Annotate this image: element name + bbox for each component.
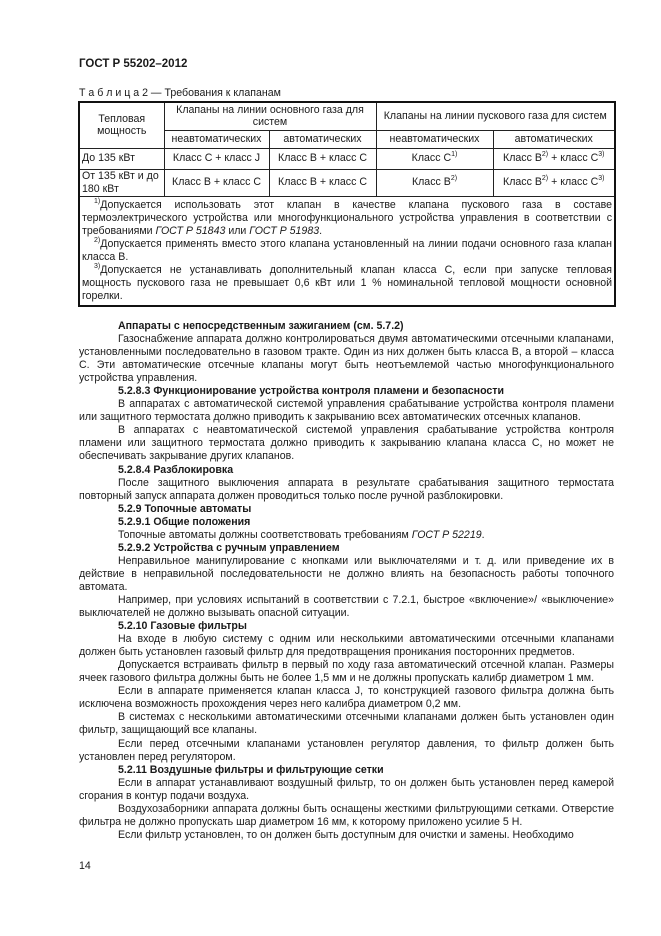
- paragraph-text: Аппараты с непосредственным зажиганием (см. 5.7.2): [118, 320, 404, 332]
- document-body: [79, 320, 614, 842]
- footnote-mark: 3): [94, 262, 101, 270]
- paragraph: [79, 594, 614, 620]
- cell-text: + класс С: [548, 152, 599, 165]
- paragraph-text: 5.2.9.1 Общие положения: [118, 515, 251, 528]
- paragraph: [79, 777, 614, 803]
- paragraph-text: В системах с несколькими автоматическими отсечными клапанами должен быть установлен один фильтр, защищающий все клапаны.: [79, 711, 614, 737]
- section-heading: [79, 320, 614, 333]
- cell: [493, 148, 615, 169]
- paragraph: [79, 803, 614, 829]
- page-number: 14: [79, 860, 91, 872]
- paragraph: [79, 555, 614, 594]
- paragraph: [79, 659, 614, 685]
- paragraph: [79, 398, 614, 424]
- cell: Класс В + класс С: [164, 169, 269, 196]
- paragraph-text: .: [481, 528, 485, 541]
- section-heading: [79, 764, 614, 777]
- table-footnotes: [79, 196, 615, 306]
- footnote-text: Допускается использовать этот клапан в качестве клапана пускового газа в составе термоэлектрического устройства или многофункционального устройства управления в соответствии с требованиями: [82, 198, 613, 237]
- cell-text: Класс В: [411, 176, 451, 189]
- cell: Класс В + класс С: [269, 169, 376, 196]
- footnote-mark: 1): [451, 151, 458, 159]
- paragraph-text: 5.2.10 Газовые фильтры: [118, 620, 247, 633]
- footnote-mark: 3): [598, 175, 605, 183]
- paragraph-text: 5.2.8.4 Разблокировка: [118, 463, 234, 476]
- footnote-mark: 3): [598, 151, 605, 159]
- paragraph-text: Неправильное манипулирование с кнопками или выключателями и т. д. или приведение их в действие в неправильной последовательности не должно влиять на безопасность работы топочного автомата.: [79, 554, 614, 593]
- section-heading: [79, 464, 614, 477]
- table-caption: Т а б л и ц а 2 — Требования к клапанам: [79, 87, 281, 99]
- paragraph-text: В аппаратах с неавтоматической системой управления срабатывание устройства контроля пламени или защитного термостата должно приводить к закрыванию клапана класса С, но может не обеспечивать закрывание других клапанов.: [79, 424, 614, 463]
- standard-reference: ГОСТ Р 51843: [155, 224, 226, 237]
- cell-text: + класс С: [548, 176, 599, 189]
- paragraph: [79, 529, 614, 542]
- paragraph: [79, 424, 614, 463]
- subheader: неавтоматических: [376, 130, 493, 148]
- footnote: [82, 264, 612, 303]
- table-row: [79, 148, 615, 169]
- footnote-text: или: [225, 224, 250, 237]
- subheader: неавтоматических: [164, 130, 269, 148]
- paragraph-text: 5.2.8.3 Функционирование устройства контроля пламени и безопасности: [118, 385, 505, 398]
- footnote: [82, 238, 612, 264]
- paragraph-text: 5.2.9 Топочные автоматы: [118, 502, 252, 515]
- section-heading: [79, 516, 614, 529]
- cell: Класс С + класс J: [164, 148, 269, 169]
- paragraph-text: Если в аппарате применяется клапан класса J, то конструкцией газового фильтра должна быть исключена возможность прохождения через него калибра диаметром 0,2 мм.: [79, 685, 614, 711]
- footnote-text: .: [319, 224, 323, 237]
- paragraph-text: Топочные автоматы должны соответствовать требованиям: [118, 528, 412, 541]
- section-heading: [79, 503, 614, 516]
- footnote-text: Допускается не устанавливать дополнительный клапан класса С, если при запуске тепловая мощность пускового газа не превышает 0,6 кВт или 1 % номинальной тепловой мощности основной горелки.: [82, 263, 613, 302]
- paragraph: [79, 738, 614, 764]
- header-main-gas: Клапаны на линии основного газа для систем: [164, 102, 376, 130]
- document-header: ГОСТ Р 55202–2012: [79, 58, 188, 70]
- footnote-mark: 2): [541, 151, 549, 159]
- footnote-text: Допускается применять вместо этого клапана установленный на линии подачи основного газа клапан класса В.: [82, 237, 613, 263]
- paragraph: [79, 477, 614, 503]
- paragraph-text: Например, при условиях испытаний в соответствии с 7.2.1, быстрое «включение»/ «выключение» выключателей не должно вызывать опасной ситуации.: [79, 593, 614, 620]
- cell-power: До 135 кВт: [79, 148, 164, 169]
- section-heading: [79, 542, 614, 555]
- paragraph-text: 5.2.9.2 Устройства с ручным управлением: [118, 541, 340, 554]
- header-power: Тепловая мощность: [79, 102, 164, 148]
- table-row: [79, 169, 615, 196]
- paragraph-text: Если перед отсечными клапанами установлен регулятор давления, то фильтр должен быть установлен перед регулятором.: [79, 737, 614, 763]
- header-start-gas: Клапаны на линии пускового газа для систем: [376, 102, 615, 130]
- cell: [493, 169, 615, 196]
- valve-requirements-table: [78, 101, 616, 307]
- paragraph-text: Если в аппарат устанавливают воздушный фильтр, то он должен быть установлен перед камерой сгорания в контур подачи воздуха.: [79, 776, 614, 802]
- paragraph-text: 5.2.11 Воздушные фильтры и фильтрующие сетки: [118, 763, 384, 776]
- paragraph-text: На входе в любую систему с одним или несколькими автоматическими отсечными клапанами должен быть установлен газовый фильтр для предотвращения проникания посторонних предметов.: [79, 633, 614, 659]
- paragraph: [79, 333, 614, 385]
- subheader: автоматических: [493, 130, 615, 148]
- section-heading: [79, 620, 614, 633]
- cell-text: Класс В: [503, 176, 542, 189]
- footnote-mark: 2): [94, 236, 101, 244]
- footnote: [82, 199, 612, 238]
- cell: [376, 148, 493, 169]
- standard-reference: ГОСТ Р 51983: [249, 224, 320, 237]
- cell-power: От 135 кВт и до 180 кВт: [79, 169, 164, 196]
- subheader: автоматических: [269, 130, 376, 148]
- cell: [376, 169, 493, 196]
- standard-reference: ГОСТ Р 52219: [411, 528, 482, 541]
- cell-text: Класс В: [503, 152, 542, 165]
- paragraph-text: Воздухозаборники аппарата должны быть оснащены жесткими фильтрующими сетками. Отверстие фильтра не должно пропускать шар диаметром 16 мм, к которому приложено усилие 5 Н.: [79, 802, 614, 828]
- footnote-mark: 2): [541, 175, 549, 183]
- paragraph-text: Газоснабжение аппарата должно контролироваться двумя автоматическими отсечными клапанами, установленными последовательно в газовом тракте. Один из них должен быть класса В, а второй – класса С. Эти автоматические отсечные клапаны могут быть неотъемлемой частью многофункционального устройства управления.: [79, 333, 614, 385]
- paragraph-text: После защитного выключения аппарата в результате срабатывания защитного термостата повторный запуск аппарата должен проводиться только после ручной разблокировки.: [79, 476, 614, 502]
- paragraph: [79, 685, 614, 711]
- paragraph: [79, 633, 614, 659]
- cell: Класс В + класс С: [269, 148, 376, 169]
- footnote-mark: 1): [94, 197, 101, 205]
- paragraph-text: В аппаратах с автоматической системой управления срабатывание устройства контроля пламени или защитного термостата должно приводить к закрыванию всех автоматических отсечных клапанов.: [79, 398, 614, 424]
- paragraph: [79, 711, 614, 737]
- paragraph-text: Если фильтр установлен, то он должен быть доступным для очистки и замены. Необходимо: [118, 828, 574, 841]
- paragraph: [79, 829, 614, 842]
- paragraph-text: Допускается встраивать фильтр в первый по ходу газа автоматический отсечной клапан. Размеры ячеек газового фильтра должны быть не более 1,5 мм и не должны пропускать калибр диаметром 1 мм.: [79, 659, 614, 685]
- section-heading: [79, 385, 614, 398]
- footnote-mark: 2): [450, 175, 458, 183]
- cell-text: Класс С: [411, 152, 452, 165]
